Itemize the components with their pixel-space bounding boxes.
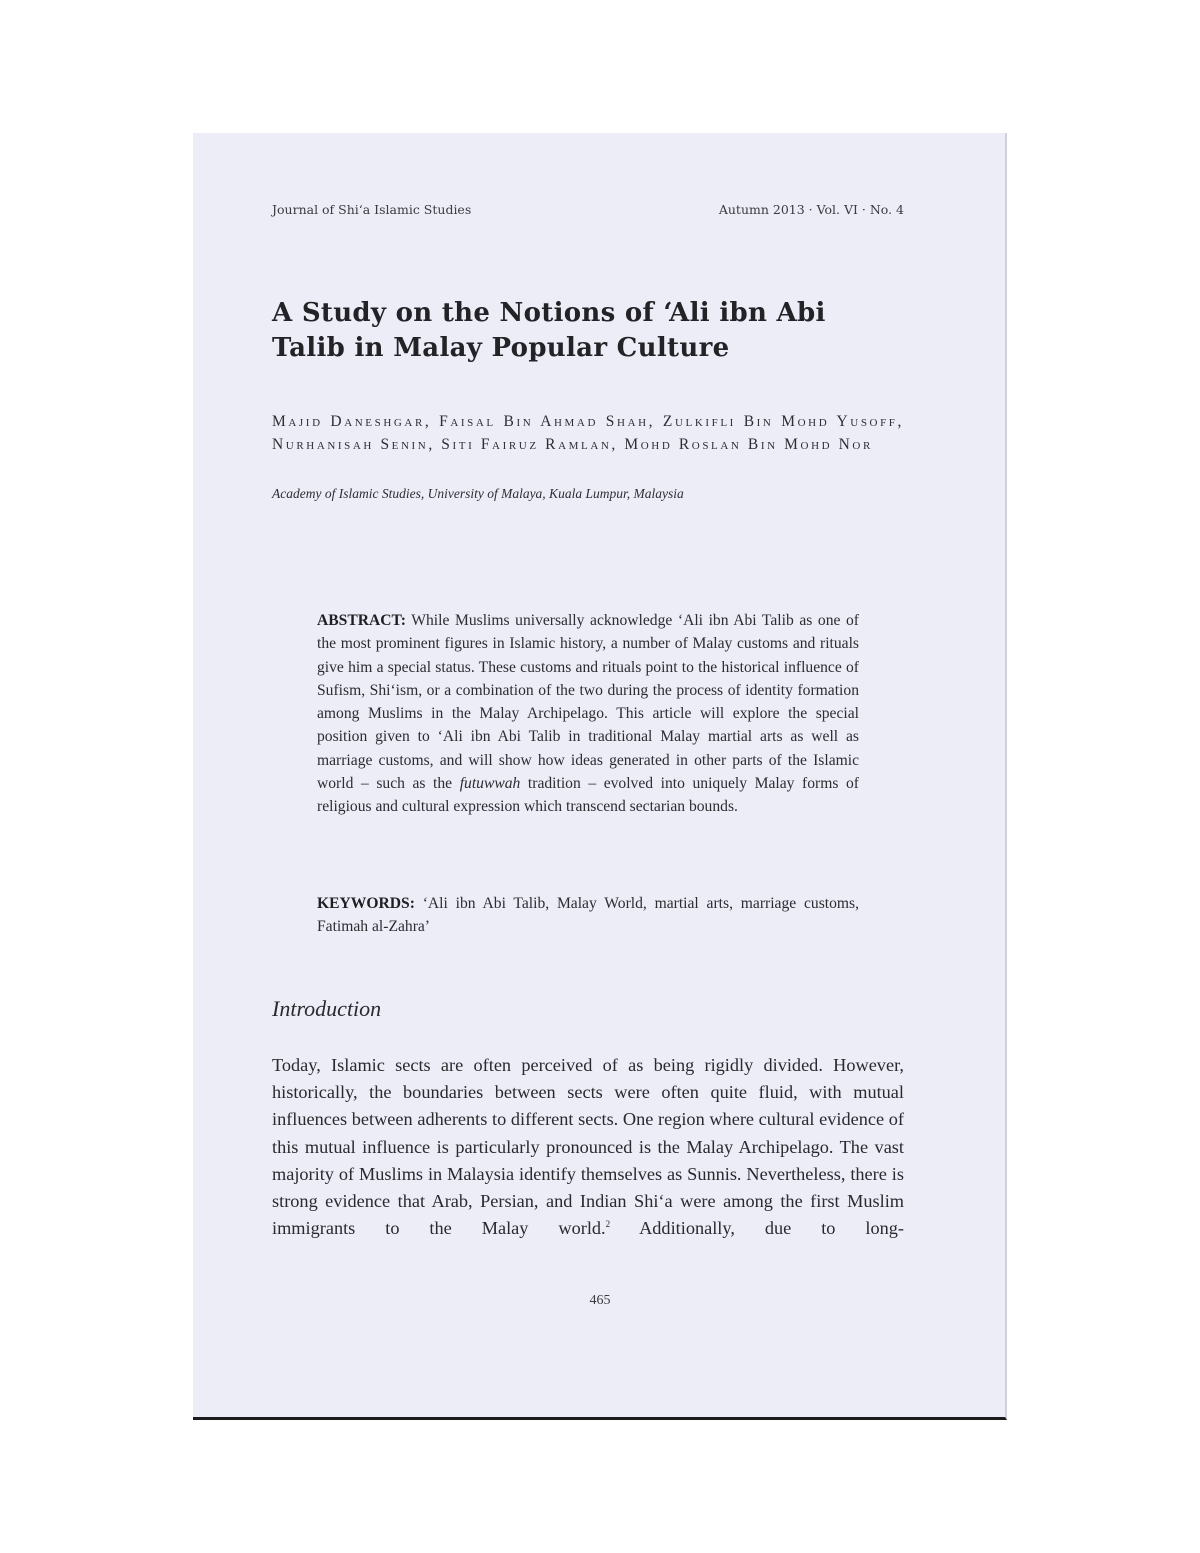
keywords-text: ‘Ali ibn Abi Talib, Malay World, martial arts, marriage customs, Fatimah al-Zahra’ [317,895,859,936]
abstract-text-end: tradition – evolved into uniquely Malay forms of religious and cultural expression which transcend sectarian bounds. [317,775,859,816]
issue-info: Autumn 2013 · Vol. VI · No. 4 [718,202,904,217]
introduction-text: Today, Islamic sects are often perceived of as being rigidly divided. However, historically, the boundaries between sects were often quite fluid, with mutual influences between adherents to different sects. One region where cultural evidence of this mutual influence is particularly pronounced is the Malay Archipelago. The vast majority of Muslims in Malaysia identify themselves as Sunnis. Nevertheless, there is strong evidence that Arab, Persian, and Indian Shi‘a were among the first Muslim immigrants to the Malay world. [272,1055,904,1239]
keywords-block [317,892,859,939]
abstract-label: ABSTRACT: [317,612,406,629]
article-title: A Study on the Notions of ‘Ali ibn Abi Talib in Malay Popular Culture [272,298,826,363]
introduction-paragraph [272,1052,904,1242]
author-list: Majid Daneshgar, Faisal Bin Ahmad Shah, Zulkifli Bin Mohd Yusoff, Nurhanisah Senin, Siti Fairuz Ramlan, Mohd Roslan Bin Mohd Nor [272,413,904,453]
abstract-block [317,609,859,819]
abstract-text: While Muslims universally acknowledge ‘Ali ibn Abi Talib as one of the most prominent figures in Islamic history, a number of Malay customs and rituals give him a special status. These customs and rituals point to the historical influence of Sufism, Shi‘ism, or a combination of the two during the process of identity formation among Muslims in the Malay Archipelago. This article will explore the special position given to ‘Ali ibn Abi Talib in traditional Malay martial arts as well as marriage customs, and will show how ideas generated in other parts of the Islamic world – such as the [317,612,859,793]
abstract-term: futuwwah [459,775,521,793]
journal-name: Journal of Shi‘a Islamic Studies [272,202,472,217]
footnote-ref[interactable]: 2 [605,1219,611,1230]
page-number: 465 [589,1293,611,1308]
section-heading: Introduction [272,996,382,1021]
keywords-label: KEYWORDS: [317,895,415,912]
introduction-text-end: Additionally, due to long- [639,1218,904,1239]
running-head [272,202,904,217]
author-affiliation: Academy of Islamic Studies, University of Malaya, Kuala Lumpur, Malaysia [272,486,684,501]
